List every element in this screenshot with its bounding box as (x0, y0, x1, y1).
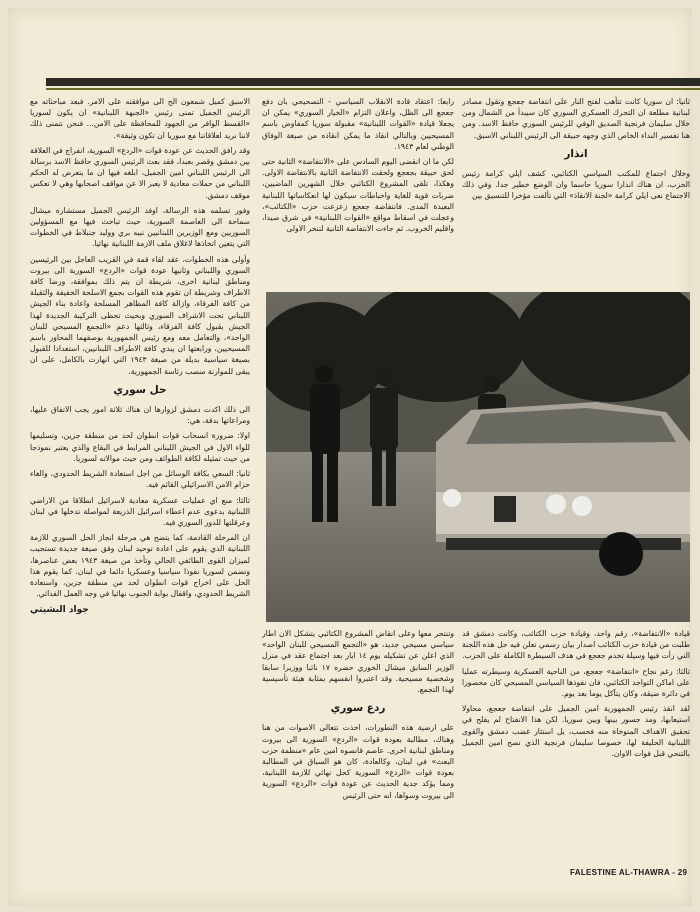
paragraph: لقد انقذ رئيس الجمهورية امين الجميل على انتفاضة جعجع، محاولا استيعابها، ومد جسور بينها وبين سوريا. لكن هذا الانفتاح لم يفلح في تحقيق الاهداف المتوخاة منه فحسب، بل استثار غضب دمشق والقوى اللبنانية الحليفة لها، خصوصا سليمان فرنجية الذي نصح امين الجميل بالتنحي قبل فوات الاوان. (462, 704, 690, 759)
article-column-middle-bottom (262, 628, 454, 860)
paragraph: ثالثا: رغم نجاح «انتفاضة» جعجع، من الناحية العسكرية وسيطرته عمليا على اماكن التواجد الكتائبي، فان نفوذها السياسي المسيحي كان محصورا في دائرة ضيقة، وكان يتآكل يوما بعد يوم. (462, 666, 690, 699)
header-rule (46, 78, 700, 86)
article-column-right-bottom (462, 628, 690, 860)
paragraph: لكن ما ان انقضى اليوم السادس على «الانتفاضة» الثانية حتى لحق حبيقة بجعجع ولحقت الانتفاضة الثانية بالانتفاضة الاولى. وهكذا، تلقى المشروع الكتائبي خلال الشهرين الماضيين، ضربات قوية للغاية واحباطات سيكون لها انعكاساتها اللبنانية البعيدة المدى. فانتفاضة جعجع زعزعت حزب «الكتائب»، وعجلت في اسقاط مواقع «القوات اللبنانية» في شرق صيدا، واقليم الخروب. ثم جاءت الانتفاضة الثانية لتنحر الاولى (262, 157, 454, 234)
section-heading-syrian-solution: حل سوري (113, 383, 167, 396)
section-heading-warning: انذار (564, 147, 588, 160)
news-photo (266, 292, 690, 622)
soldier-figure (370, 370, 398, 506)
page-footer: FALESTINE AL-THAWRA - 29 (570, 868, 688, 877)
paragraph: وأولى هذه الخطوات، عقد لقاء قمة في القريب العاجل بين الرئيسين السوري واللبناني وثانيها عودة قوات «الردع» السورية الى بيروت ومناطق لبنانية اخرى، شريطة ان يتم ذلك بموافقة، ورضا كافة الاطراف وشريطة ان تقوم هذه القوات بجمع الاسلحة الخفيفة والثقيلة من كافة الفرقاء، وازالة كافة المظاهر المسلحة واعادة بناء الجيش اللبناني تحت الاشراف السوري وبحيث تحظى التركيبة الجديدة لهذا الجيش بقبول كافة الفرقاء، وثالثها دعم «التجمع المسيحي للبنان الواحد»، والتعامل معه ومع رئيس الجمهورية بوصفهما المحاور باسم المسيحيين، ورابعتها ان يبدي كافة الاطراف اللبنانيين، استعدادا للقبول بصيغة سياسية بديلة من صيغة ١٩٤٣ التي انهارت بالكامل، على ان يبقى للموارنة منصب رئاسة الجمهورية. (30, 254, 250, 376)
photo-figures (266, 292, 690, 622)
paragraph: وتنتحر معها وعلى انقاض المشروع الكتائبي يتشكل الان اطار سياسي مسيحي جديد، هو «التجمع المسيحي للبنان الواحد» الذي اعلن عن تشكيله يوم ١٤ ايار بعد اجتماع عقد في منزل الوزير السابق ميشال الخوري حضره ١٧ نائبا ووزيرا سابقا وشخصية مسيحية. وقد اعتبروا انفسهم بمثابة هيئة تأسيسية لهذا التجمع. (262, 629, 454, 695)
paragraph: وخلال اجتماع للمكتب السياسي الكتائبي، كشف ايلي كرامة رئيس الحزب، ان هناك انذارا سوريا حاسما وان الوضع خطير جدا. وفي ذلك الاجتماع نعى ايلي كرامة «لجنة الانقاذ» التي تألفت مؤخرا للتنسيق بين (462, 169, 690, 201)
article-column-left (30, 96, 250, 876)
author-signature: جواد البشيتي (30, 605, 89, 616)
section-heading-syrian-deterrence: ردع سوري (330, 702, 386, 715)
car-shape (436, 402, 690, 576)
paragraph: وقد رافق الحديث عن عودة قوات «الردع» السورية، انفراج في العلاقة بين دمشق وقصر بعبدا، فقد بعث الرئيس السوري حافظ الاسد برسالة الى الرئيس اللبناني امين الجميل، ابلغه فيها ان ما يتعرض له الحكم اللبناني من حملات معادية لا يعبر الا عن مواقف اصحابها وهي لا تعكس موقف دمشق. (30, 145, 250, 200)
paragraph: اولا: ضرورة انسحاب قوات انطوان لحد من منطقة جزين، وتسليمها للواء الاول في الجيش اللبناني المرابط في البقاع والذي يعتبر نموذجا من حيث تمثيله لكافة الطوائف ومن حيث موالاته لسوريا. (30, 431, 250, 463)
article-column-right-top (462, 96, 690, 259)
soldier-figure (310, 365, 340, 522)
paragraph: الى ذلك اكدت دمشق لزوارها ان هناك ثلاثة امور يجب الاتفاق عليها، ومراعاتها بدقة، هي: (30, 405, 250, 426)
paragraph: ثالثا: منع اي عمليات عسكرية معادية لاسرائيل انطلاقا من الاراضي اللبنانية بدعوى عدم اعطاء اسرائيل الذريعة لمواصلة تدخلها في لبنان وعرقلتها للدور السوري فيه. (30, 495, 250, 527)
paragraph: رابعا: اعتقاد قادة الانقلاب السياسي - التصحيحي بان دفع جعجع الى الظل، واعلان التزام «الخيار السوري» يمكن ان يجعلا قيادة «القوات اللبنانية» مقبولة سوريا كمفاوض باسم المسيحيين وبالتالي انقاذ ما يمكن انقاذه من صيغة الوفاق الوطني لعام ١٩٤٣. (262, 97, 454, 151)
paragraph: قيادة «الانتفاضة»، رقم واحد، وقيادة حزب الكتائب، وكانت دمشق قد طلبت من قيادة حزب الكتائب اصدار بيان رسمي تعلن فيه حل هذه اللجنة التي رأت فيها وسيلة تخدم جعجع في هدف السيطرة الكاملة على الحزب. (462, 629, 690, 661)
paragraph: الاسبق كميل شمعون الح الى موافقته على الامر. فبعد مباحثاته مع الرئيس الجميل تمنى رئيس «الجبهة اللبنانية» ان يكون لسوريا «القسط الوافر من الجهود للمحافظة على الامن... فنحن نتمنى ذلك لاننا نريد لعلاقاتنا مع سوريا ان تكون وثيقة». (30, 97, 250, 140)
paragraph: ثانيا: ان سوريا كانت تتأهب لفتح النار على انتفاضة جعجع وتقول مصادر لبنانية مطلعة ان التحرك العسكري السوري كان سيبدأ من الشمال ومن خلال سليمان فرنجية الصديق الوفي للرئيس السوري حافظ الاسد. ومن هنا تفسير النداء الخاص الذي وجهه حبيقة الى الرئيس اللبناني الاسبق. (462, 97, 690, 140)
paragraph: على ارضية هذه التطورات، اخذت تتعالى الاصوات من هنا وهناك، مطالبة بعودة قوات «الردع» السورية الى بيروت ومناطق لبنانية اخرى. عاصم قانصوه امين عام «منظمة حزب البعث» في لبنان، وكالعادة، كان هو السباق في المطالبة بعودة قوات «الردع» السورية كحل نهائي للازمة اللبنانية، ومما يؤكد جدية الحديث عن عودة قوات «الردع» السورية الى بيروت وسواها، انه حتى الرئيس (262, 723, 454, 800)
article-column-middle-top (262, 96, 454, 259)
paragraph: ثانيا: السعي بكافة الوسائل من اجل استعادة الشريط الحدودي، والغاء حزام الامن الاسرائيلي القائم فيه. (30, 469, 250, 490)
paragraph: ان المرحلة القادمة، كما يتضح هي مرحلة انجاز الحل السوري للازمة اللبنانية الذي يقوم على اعادة توحيد لبنان وفق صيغة جديدة تستجيب لميزان القوى الطائفي الحالي وتأخذ من صيغة ١٩٤٣ بعض عناصرها، وتضمن لسوريا نفوذا سياسيا وعسكريا دائما في لبنان. كما يقوم هذا الحل على اخراج قوات انطوان لحد من منطقة جزين، واستعادة الشريط الحدودي، واقفال بوابة الجنوب نهائيا في وجه العمل الفدائي. (30, 533, 250, 599)
paragraph: وفور تسلمه هذه الرسالة، اوفد الرئيس الجميل مستشاره ميشال سماحة الى العاصمة السورية، حيث تباحث فيها مع المسؤولين السوريين ومع الوزيرين اللبنانيين نبيه بري ووليد جنبلاط في الخطوات التي يتعين اتخاذها لاغلاق ملف الازمة اللبنانية نهائيا. (30, 205, 250, 249)
header-rule-thin (46, 88, 700, 90)
